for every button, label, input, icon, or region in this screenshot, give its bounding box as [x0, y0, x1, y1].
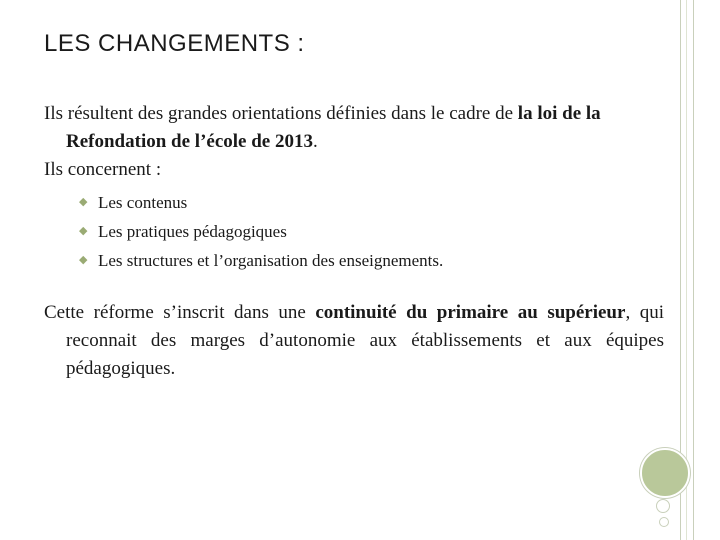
reform-bold-text: continuité du primaire au supérieur: [315, 302, 626, 323]
intro-suffix: .: [312, 131, 318, 152]
reform-text: Cette réforme s’inscrit dans une: [44, 302, 316, 323]
list-item-text: Les contenus: [98, 193, 188, 212]
bullet-icon: ◆: [79, 196, 88, 208]
concern-list: [44, 188, 664, 275]
decorative-large-circle: [640, 448, 690, 498]
decorative-tiny-circle: [659, 517, 669, 527]
decorative-small-circle: [656, 499, 670, 513]
slide-body: [44, 100, 664, 383]
list-item: [79, 217, 664, 246]
concern-paragraph: Ils concernent :: [44, 159, 162, 180]
intro-bold-text: la loi de la Refondation de l’école de 2013: [66, 103, 601, 152]
slide-title: LES CHANGEMENTS :: [44, 30, 305, 57]
bullet-icon: ◆: [79, 254, 88, 266]
reform-paragraph: [44, 299, 664, 383]
list-item-text: Les structures et l’organisation des enseignements.: [98, 251, 444, 270]
intro-paragraph: [44, 100, 664, 156]
intro-text: Ils résultent des grandes orientations définies dans le cadre de: [44, 103, 518, 124]
reform-suffix: , qui reconnait des marges d’autonomie aux établissements et aux équipes pédagogiques.: [66, 302, 664, 379]
list-item: [79, 246, 664, 275]
list-item: [79, 188, 664, 217]
bullet-icon: ◆: [79, 225, 88, 237]
list-item-text: Les pratiques pédagogiques: [98, 222, 287, 241]
